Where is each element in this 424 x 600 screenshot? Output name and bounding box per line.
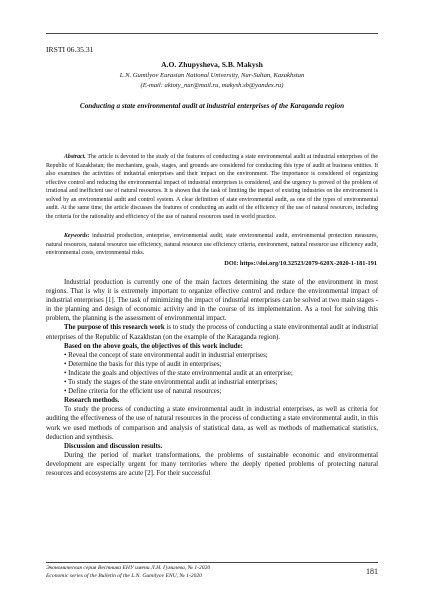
objective-item: • Indicate the goals and objectives of the state environmental audit at an enterprise;: [64, 369, 293, 377]
discussion-paragraph: During the period of market transformations, the problems of sustainable economic and environmental development are especially urgent for many territories where the deeply ripened problems of protecting natural resources and ecosystems are acute [2]. For their successful: [46, 451, 378, 477]
objectives-heading: Based on the above goals, the objectives of this work include:: [64, 342, 243, 350]
keywords-label: Keywords:: [64, 233, 90, 239]
article-title: Conducting a state environmental audit at industrial enterprises of the Karaganda region: [79, 102, 345, 110]
objective-item: • To study the stages of the state environmental audit at industrial enterprises;: [64, 379, 278, 387]
purpose-text: is to study the process of conducting a state environmental audit at industrial enterprises of the Republic of Kazakhstan (on the example of the Karaganda region).: [46, 324, 378, 341]
doi-link[interactable]: DOI: https://doi.org/10.32523/2079-620X-2020-1-181-191: [224, 260, 377, 267]
purpose-label: The purpose of this research work: [64, 324, 165, 332]
page-number: 181: [366, 567, 378, 576]
footer-series-en: Economic series of the Bulletin of the L.N. Gumilyov ENU, № 1-2020: [46, 573, 202, 579]
author-emails: (E-mail: aktoty_nur@mail.ru, makysh.sb@yandex.ru): [140, 82, 284, 89]
irsti-code: IRSTI 06.35.31: [46, 45, 94, 54]
objective-item: • Determine the basis for this type of audit in enterprises;: [64, 360, 222, 368]
abstract: [46, 153, 378, 221]
purpose-paragraph: [46, 323, 378, 341]
footer-rule: [46, 562, 378, 563]
authors: A.O. Zhupysheva, S.B. Makysh: [161, 60, 263, 69]
intro-paragraph: Industrial production is currently one of the main factors determining the state of the environment in most regions. That is why it is extremely important to organize effective control and reduce the environmental impact of industrial enterprises [1]. The task of minimizing the impact of industrial enterprises can be solved at two main stages - in the planning and design of economic activity and in the course of its implementation. As a tool for solving this problem, the planning is the assessment of environmental impact.: [46, 279, 378, 323]
top-rule: [46, 33, 378, 34]
keywords-text: industrial production, enterprise, environmental audit, state environmental audit, environmental protection measures, natural resources, natural resource use efficiency, natural resource use efficiency criteria, environment, natural resource use efficiency audit, environmental costs, environmental risks.: [46, 233, 378, 257]
abstract-label: Abstract.: [64, 154, 86, 160]
methods-heading: Research methods.: [64, 397, 120, 405]
abstract-text: The article is devoted to the study of the features of conducting a state environmental audit at industrial enterprises of the Republic of Kazakhstan; the mechanism, goals, stages, and grounds are considered for conducting this type of audit at business entities. It also examines the activities of industrial enterprises and their impact on the environment. The importance is considered of organizing effective control and reducing the environmental impact of industrial enterprises is considered, and the urgency is proved of the problem of irrational and inefficient use of natural resources. It is shown that the task of limiting the impact of existing industries on the environment is solved by an environmental audit and control system. A clear definition of state environmental audit, as one of the types of environmental audit. At the same time, the article discusses the features of conducting an audit of the efficiency of the use of natural resources, including the criteria for the rationality and efficiency of the use of natural resources used in world practice.: [46, 154, 378, 220]
footer-series-ru: Экономическая серия Вестника ЕНУ имени Л.Н. Гумилева, № 1-2020: [46, 565, 211, 571]
objective-item: • Reveal the concept of state environmental audit in industrial enterprises;: [64, 351, 268, 359]
keywords: [46, 232, 378, 258]
affiliation: L.N. Gumilyov Eurasian National University, Nur-Sultan, Kazakhstan: [119, 72, 305, 79]
discussion-heading: Discussion and discussion results.: [64, 442, 163, 450]
article-body: [46, 278, 378, 478]
objective-item: • Define criteria for the efficient use of natural resources;: [64, 388, 222, 396]
methods-paragraph: To study the process of conducting a state environmental audit in industrial enterprises, as well as criteria for auditing the effectiveness of the use of natural resources in the process of conducting a state environmental audit, in this work we used methods of comparison and analysis of statistical data, as well as methods of mathematical statistics, deduction and synthesis.: [46, 406, 378, 441]
